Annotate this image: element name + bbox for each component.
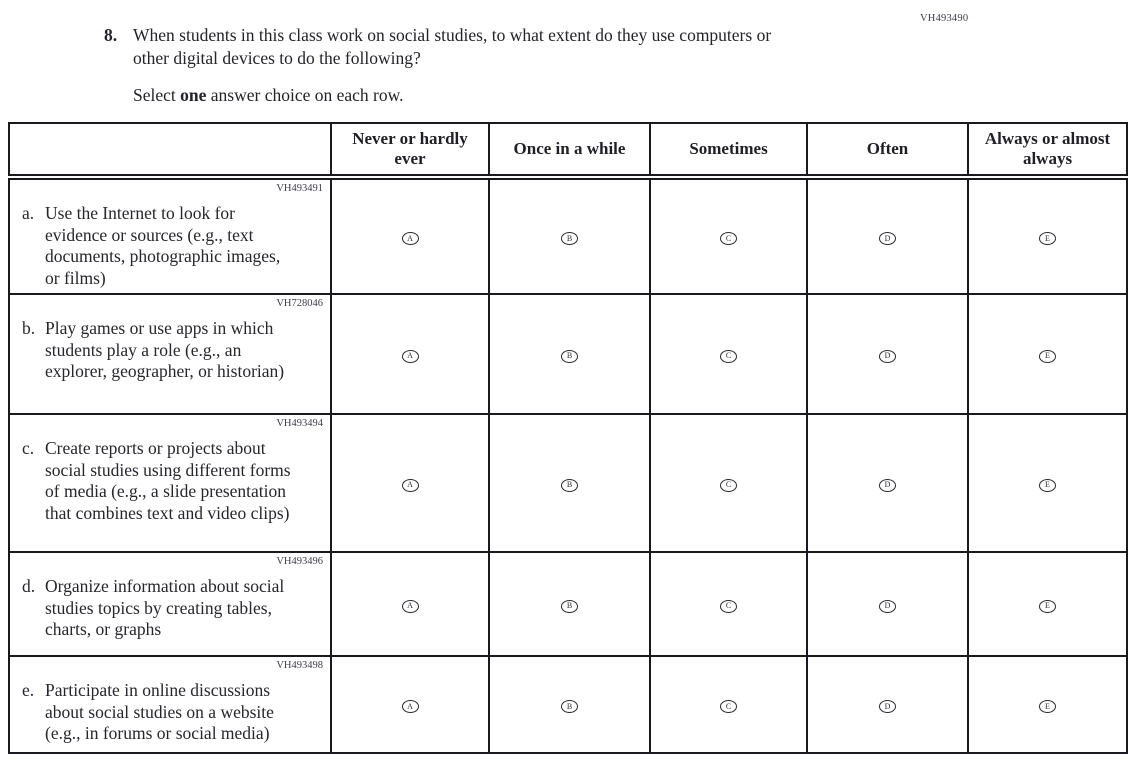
item-stem xyxy=(9,656,331,753)
choice-bubble[interactable]: C xyxy=(720,700,737,713)
stem-header-empty xyxy=(9,123,331,177)
question-number: 8. xyxy=(104,25,118,45)
choice-cell xyxy=(968,656,1127,753)
choice-bubble[interactable]: B xyxy=(561,350,578,363)
choice-cell xyxy=(650,294,807,414)
choice-bubble[interactable]: A xyxy=(402,600,419,613)
column-header-never xyxy=(331,123,489,177)
item-letter: d. xyxy=(22,576,36,596)
response-matrix-table xyxy=(8,122,1128,754)
choice-cell xyxy=(331,656,489,753)
choice-cell xyxy=(650,656,807,753)
item-text: Organize information about social studies topics by creating tables, charts, or graphs xyxy=(45,576,285,639)
choice-cell xyxy=(489,177,650,294)
choice-bubble[interactable]: D xyxy=(879,479,896,492)
question-body xyxy=(133,24,808,107)
item-statement xyxy=(22,680,325,745)
choice-bubble[interactable]: B xyxy=(561,700,578,713)
choice-cell xyxy=(807,177,968,294)
item-text: Play games or use apps in which students play a role (e.g., an explorer, geographer, or historian) xyxy=(45,318,285,381)
choice-cell xyxy=(650,552,807,656)
choice-cell xyxy=(331,552,489,656)
column-header-always xyxy=(968,123,1127,177)
choice-bubble[interactable]: C xyxy=(720,600,737,613)
column-header-label: Always or almost always xyxy=(984,129,1111,168)
select-instruction xyxy=(133,84,808,107)
choice-cell xyxy=(489,656,650,753)
item-statement xyxy=(22,318,325,383)
choice-cell xyxy=(807,294,968,414)
item-accession-code: VH493491 xyxy=(276,183,323,194)
choice-cell xyxy=(968,552,1127,656)
choice-bubble[interactable]: A xyxy=(402,479,419,492)
item-stem xyxy=(9,414,331,552)
column-header-label: Once in a while xyxy=(513,139,626,158)
choice-bubble[interactable]: A xyxy=(402,232,419,245)
header-row xyxy=(9,123,1127,177)
choice-bubble[interactable]: E xyxy=(1039,350,1056,363)
choice-cell xyxy=(489,552,650,656)
item-stem xyxy=(9,552,331,656)
question-accession-code: VH493490 xyxy=(920,13,969,24)
choice-cell xyxy=(807,552,968,656)
choice-cell xyxy=(489,414,650,552)
instruction-pre: Select xyxy=(133,85,181,105)
column-header-once-in-a-while xyxy=(489,123,650,177)
choice-bubble[interactable]: E xyxy=(1039,232,1056,245)
item-letter: c. xyxy=(22,438,35,458)
choice-bubble[interactable]: D xyxy=(879,600,896,613)
column-header-label: Never or hardly ever xyxy=(352,129,468,168)
item-accession-code: VH493496 xyxy=(276,556,323,567)
choice-cell xyxy=(331,414,489,552)
choice-cell xyxy=(331,294,489,414)
column-header-label: Often xyxy=(866,139,909,158)
item-row-d xyxy=(9,552,1127,656)
choice-cell xyxy=(331,177,489,294)
item-statement xyxy=(22,438,325,524)
item-row-c xyxy=(9,414,1127,552)
item-text: Create reports or projects about social studies using different forms of media (e.g., a slide presentation that combines text and video clips) xyxy=(45,438,291,523)
choice-bubble[interactable]: B xyxy=(561,479,578,492)
item-accession-code: VH493498 xyxy=(276,660,323,671)
choice-bubble[interactable]: D xyxy=(879,350,896,363)
choice-bubble[interactable]: B xyxy=(561,232,578,245)
choice-cell xyxy=(968,414,1127,552)
choice-bubble[interactable]: D xyxy=(879,232,896,245)
choice-bubble[interactable]: A xyxy=(402,700,419,713)
choice-bubble[interactable]: B xyxy=(561,600,578,613)
choice-bubble[interactable]: C xyxy=(720,479,737,492)
item-text: Use the Internet to look for evidence or sources (e.g., text documents, photographic images, or films) xyxy=(45,203,281,288)
column-header-sometimes xyxy=(650,123,807,177)
item-accession-code: VH493494 xyxy=(276,418,323,429)
item-stem xyxy=(9,294,331,414)
item-accession-code: VH728046 xyxy=(276,298,323,309)
column-header-often xyxy=(807,123,968,177)
item-statement xyxy=(22,203,325,289)
item-letter: e. xyxy=(22,680,35,700)
column-header-label: Sometimes xyxy=(689,139,768,158)
choice-cell xyxy=(650,177,807,294)
choice-cell xyxy=(968,177,1127,294)
choice-bubble[interactable]: E xyxy=(1039,600,1056,613)
item-letter: a. xyxy=(22,203,35,223)
choice-bubble[interactable]: C xyxy=(720,232,737,245)
choice-cell xyxy=(807,414,968,552)
choice-cell xyxy=(968,294,1127,414)
item-stem xyxy=(9,177,331,294)
instruction-bold: one xyxy=(180,85,207,105)
item-row-e xyxy=(9,656,1127,753)
choice-bubble[interactable]: C xyxy=(720,350,737,363)
question-block xyxy=(104,24,808,107)
choice-cell xyxy=(807,656,968,753)
choice-bubble[interactable]: E xyxy=(1039,700,1056,713)
choice-bubble[interactable]: E xyxy=(1039,479,1056,492)
item-letter: b. xyxy=(22,318,36,338)
choice-cell xyxy=(489,294,650,414)
item-statement xyxy=(22,576,325,641)
question-text: When students in this class work on social studies, to what extent do they use computers or other digital devices to do the following? xyxy=(133,25,772,68)
choice-cell xyxy=(650,414,807,552)
item-text: Participate in online discussions about social studies on a website (e.g., in forums or social media) xyxy=(45,680,274,743)
item-row-a xyxy=(9,177,1127,294)
choice-bubble[interactable]: A xyxy=(402,350,419,363)
choice-bubble[interactable]: D xyxy=(879,700,896,713)
instruction-post: answer choice on each row. xyxy=(206,85,404,105)
item-row-b xyxy=(9,294,1127,414)
